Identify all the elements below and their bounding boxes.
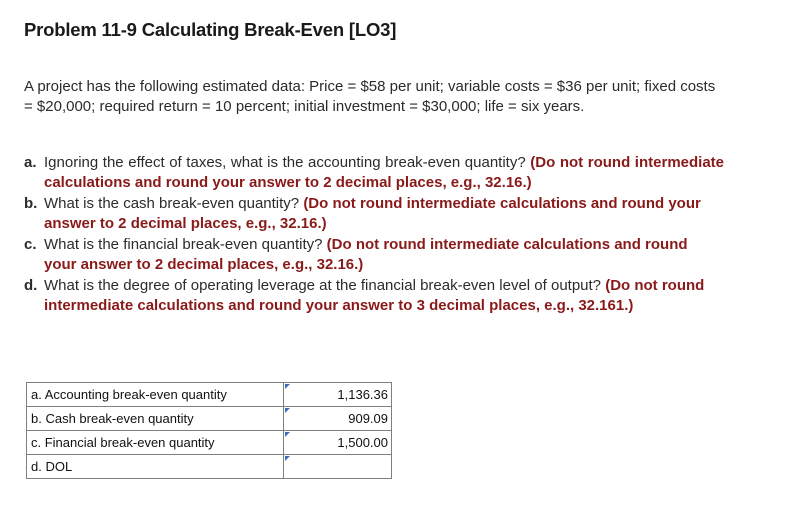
question-note: (Do not round intermediate calculations and round your answer to 3 decimal places, e.g., 32.161.): [44, 277, 705, 314]
answer-input-d[interactable]: [284, 455, 392, 479]
question-b: [24, 194, 724, 234]
answer-label: b. Cash break-even quantity: [27, 407, 284, 431]
question-letter: a.: [24, 154, 37, 171]
question-letter: d.: [24, 277, 38, 294]
question-text: What is the degree of operating leverage at the financial break-even level of output?: [44, 277, 602, 294]
question-c: [24, 235, 724, 275]
question-text: What is the cash break-even quantity?: [44, 195, 300, 212]
answer-input-b[interactable]: [284, 407, 392, 431]
question-letter: b.: [24, 195, 38, 212]
answer-input-c[interactable]: [284, 431, 392, 455]
problem-intro: A project has the following estimated data: Price = $58 per unit; variable costs = $36 per unit; fixed costs = $20,000; required return = 10 percent; initial investment = $30,000; life = six years.: [24, 78, 716, 115]
answer-label: d. DOL: [27, 455, 284, 479]
question-text: Ignoring the effect of taxes, what is the accounting break-even quantity?: [44, 154, 526, 171]
problem-title: Problem 11-9 Calculating Break-Even [LO3]: [24, 19, 397, 40]
question-letter: c.: [24, 236, 37, 253]
answer-row: [27, 383, 392, 407]
question-text: What is the financial break-even quantity?: [44, 236, 323, 253]
answer-input-a[interactable]: [284, 383, 392, 407]
question-list: [24, 153, 724, 317]
answer-label: a. Accounting break-even quantity: [27, 383, 284, 407]
answer-row: [27, 455, 392, 479]
answer-value[interactable]: 909.09: [348, 411, 388, 426]
input-marker-icon: [285, 432, 290, 437]
answer-label: c. Financial break-even quantity: [27, 431, 284, 455]
question-note: (Do not round intermediate calculations and round your answer to 2 decimal places, e.g., 32.16.): [44, 195, 701, 232]
question-a: [24, 153, 724, 193]
input-marker-icon: [285, 408, 290, 413]
answer-row: [27, 431, 392, 455]
answer-row: [27, 407, 392, 431]
answer-table: [26, 382, 392, 479]
question-d: [24, 276, 724, 316]
input-marker-icon: [285, 456, 290, 461]
input-marker-icon: [285, 384, 290, 389]
question-note: (Do not round intermediate calculations and round your answer to 2 decimal places, e.g., 32.16.): [44, 154, 725, 191]
answer-value[interactable]: 1,136.36: [337, 387, 388, 402]
answer-value[interactable]: 1,500.00: [337, 435, 388, 450]
question-note: (Do not round intermediate calculations and round your answer to 2 decimal places, e.g., 32.16.): [44, 236, 688, 273]
